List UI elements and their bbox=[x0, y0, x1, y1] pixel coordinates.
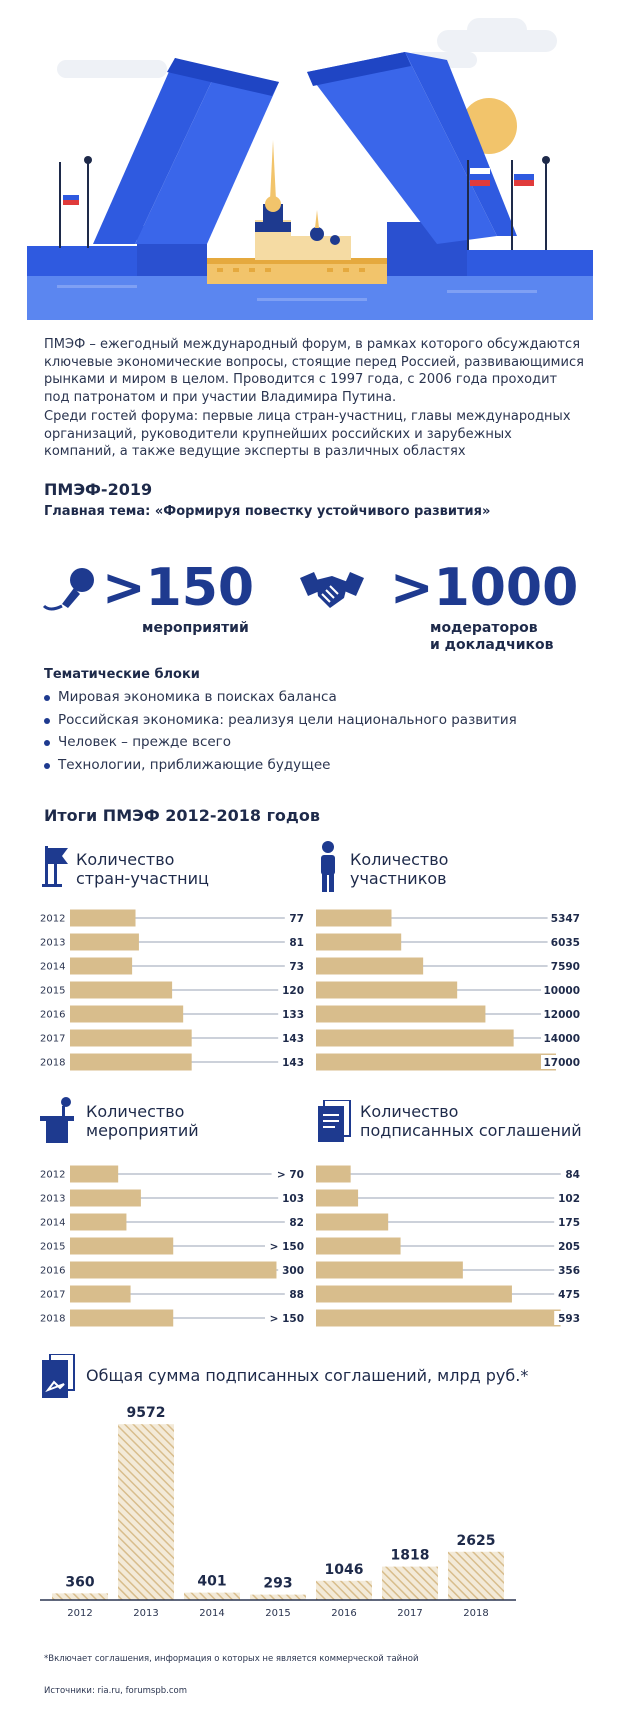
value-label: 143 bbox=[282, 1033, 304, 1045]
value-label: > 150 bbox=[269, 1241, 304, 1253]
value-label: 120 bbox=[282, 985, 304, 997]
value-label: 356 bbox=[558, 1265, 580, 1277]
bar bbox=[316, 934, 401, 951]
bar bbox=[70, 1238, 173, 1255]
bar bbox=[382, 1567, 438, 1600]
value-label: 175 bbox=[558, 1217, 580, 1229]
year-label: 2012 bbox=[40, 913, 66, 925]
value-label: 300 bbox=[282, 1265, 304, 1277]
bar bbox=[70, 1030, 192, 1047]
year-label: 2017 bbox=[40, 1033, 66, 1045]
bar bbox=[316, 1190, 358, 1207]
person-icon bbox=[318, 840, 338, 892]
year-label: 2016 bbox=[40, 1009, 66, 1021]
bar bbox=[70, 1166, 118, 1183]
chart-title-line1: Количество bbox=[76, 850, 175, 869]
value-label: 10000 bbox=[543, 985, 580, 997]
bar bbox=[316, 1581, 372, 1600]
value-label: 5347 bbox=[550, 913, 580, 925]
value-label: 401 bbox=[197, 1573, 227, 1590]
year-label: 2015 bbox=[40, 985, 66, 997]
bar bbox=[70, 982, 172, 999]
chart-title-line1: Количество bbox=[360, 1102, 459, 1121]
list-item: Российская экономика: реализуя цели национального развития bbox=[44, 709, 517, 732]
intro-paragraph-2: Среди гостей форума: первые лица стран-участниц, главы международных организаций, руководители крупнейших российских и зарубежных компаний, а также ведущие эксперты в различных областях bbox=[44, 409, 571, 459]
value-label: 7590 bbox=[550, 961, 580, 973]
value-label: 6035 bbox=[550, 937, 580, 949]
list-item: Технологии, приближающие будущее bbox=[44, 754, 517, 777]
bar bbox=[70, 934, 139, 951]
events-label: мероприятий bbox=[142, 620, 249, 636]
bar bbox=[316, 1214, 388, 1231]
value-label: 143 bbox=[282, 1057, 304, 1069]
chart-title-line2: участников bbox=[350, 869, 447, 888]
bar bbox=[70, 1214, 126, 1231]
year-label: 2014 bbox=[40, 961, 66, 973]
bar bbox=[316, 1166, 351, 1183]
year-label: 2014 bbox=[40, 1217, 66, 1229]
bar bbox=[70, 1054, 192, 1071]
year-label: 2013 bbox=[40, 1193, 66, 1205]
footnote: *Включает соглашения, информация о которых не является коммерческой тайной bbox=[44, 1654, 419, 1664]
podium-icon bbox=[40, 1096, 80, 1144]
document-icon bbox=[42, 1354, 76, 1398]
speakers-label-line1: модераторов bbox=[430, 620, 538, 636]
value-label: 73 bbox=[289, 961, 304, 973]
value-label: 82 bbox=[289, 1217, 304, 1229]
year-label: 2018 bbox=[40, 1313, 66, 1325]
bar bbox=[52, 1593, 108, 1600]
value-label: 1046 bbox=[324, 1561, 364, 1578]
year-label: 2012 bbox=[40, 1169, 66, 1181]
bar bbox=[70, 910, 136, 927]
bar bbox=[70, 958, 132, 975]
bar bbox=[70, 1310, 173, 1327]
chart-participants bbox=[316, 906, 584, 1074]
value-label: 103 bbox=[282, 1193, 304, 1205]
intro-paragraph-1: ПМЭФ – ежегодный международный форум, в рамках которого обсуждаются ключевые экономические вопросы, стоящие перед Россией, развивающимися рынками и миром в целом. Проводится с 1997 года, с 2006 года проходит под патронатом и при участии Владимира Путина. bbox=[44, 337, 584, 405]
value-label: 293 bbox=[263, 1575, 293, 1592]
chart-countries bbox=[40, 906, 308, 1074]
year-label: 2012 bbox=[67, 1608, 93, 1619]
microphone-icon bbox=[40, 566, 100, 618]
value-label: 81 bbox=[289, 937, 304, 949]
events-count: >150 bbox=[102, 558, 255, 618]
year-label: 2015 bbox=[40, 1241, 66, 1253]
chart-title-line2: подписанных соглашений bbox=[360, 1121, 582, 1140]
value-label: 360 bbox=[65, 1574, 95, 1591]
value-label: 205 bbox=[558, 1241, 580, 1253]
year-label: 2017 bbox=[397, 1608, 423, 1619]
value-label: > 70 bbox=[276, 1169, 304, 1181]
bar bbox=[316, 1030, 514, 1047]
bar bbox=[316, 910, 391, 927]
forum-2019-theme: Главная тема: «Формируя повестку устойчивого развития» bbox=[44, 504, 491, 519]
chart-title-line1: Количество bbox=[86, 1102, 185, 1121]
bar bbox=[316, 982, 457, 999]
value-label: 14000 bbox=[543, 1033, 580, 1045]
bar bbox=[316, 1054, 556, 1071]
bar bbox=[448, 1552, 504, 1600]
value-label: 102 bbox=[558, 1193, 580, 1205]
value-label: 2625 bbox=[456, 1532, 496, 1549]
bar bbox=[316, 1262, 463, 1279]
chart-total-sum bbox=[40, 1400, 588, 1640]
bridge-illustration bbox=[27, 0, 593, 320]
bar bbox=[250, 1595, 306, 1600]
value-label: 84 bbox=[565, 1169, 580, 1181]
year-label: 2013 bbox=[133, 1608, 159, 1619]
document-icon bbox=[318, 1100, 352, 1144]
speakers-count: >1000 bbox=[390, 558, 579, 618]
bar bbox=[316, 958, 423, 975]
speakers-label-line2: и докладчиков bbox=[430, 637, 554, 653]
chart-title: Общая сумма подписанных соглашений, млрд руб.* bbox=[86, 1366, 529, 1385]
chart-events bbox=[40, 1162, 308, 1330]
bar bbox=[70, 1262, 276, 1279]
list-item: Человек – прежде всего bbox=[44, 731, 517, 754]
value-label: 12000 bbox=[543, 1009, 580, 1021]
value-label: 88 bbox=[289, 1289, 304, 1301]
value-label: 1818 bbox=[390, 1547, 430, 1564]
year-label: 2016 bbox=[40, 1265, 66, 1277]
value-label: 77 bbox=[289, 913, 304, 925]
value-label: 593 bbox=[558, 1313, 580, 1325]
bar bbox=[70, 1006, 183, 1023]
chart-title-line2: стран-участниц bbox=[76, 869, 209, 888]
chart-title-line1: Количество bbox=[350, 850, 449, 869]
chart-agreements bbox=[316, 1162, 584, 1330]
bar bbox=[316, 1238, 401, 1255]
value-label: 17000 bbox=[543, 1057, 580, 1069]
value-label: 133 bbox=[282, 1009, 304, 1021]
chart-title-line2: мероприятий bbox=[86, 1121, 199, 1140]
bar bbox=[70, 1190, 141, 1207]
value-label: 475 bbox=[558, 1289, 580, 1301]
value-label: > 150 bbox=[269, 1313, 304, 1325]
year-label: 2014 bbox=[199, 1608, 225, 1619]
year-label: 2016 bbox=[331, 1608, 357, 1619]
results-title: Итоги ПМЭФ 2012-2018 годов bbox=[44, 806, 320, 825]
handshake-icon bbox=[300, 568, 364, 614]
year-label: 2018 bbox=[40, 1057, 66, 1069]
bar bbox=[118, 1424, 174, 1600]
year-label: 2015 bbox=[265, 1608, 291, 1619]
sources: Источники: ria.ru, forumspb.com bbox=[44, 1686, 187, 1696]
bar bbox=[316, 1310, 561, 1327]
bar bbox=[316, 1286, 512, 1303]
forum-2019-title: ПМЭФ-2019 bbox=[44, 480, 153, 499]
year-label: 2013 bbox=[40, 937, 66, 949]
blocks-title: Тематические блоки bbox=[44, 667, 200, 682]
bar bbox=[184, 1593, 240, 1600]
value-label: 9572 bbox=[126, 1405, 166, 1422]
bar bbox=[70, 1286, 131, 1303]
blocks-list bbox=[44, 686, 517, 776]
year-label: 2017 bbox=[40, 1289, 66, 1301]
bar bbox=[316, 1006, 485, 1023]
list-item: Мировая экономика в поисках баланса bbox=[44, 686, 517, 709]
year-label: 2018 bbox=[463, 1608, 489, 1619]
flag-icon bbox=[42, 844, 72, 888]
